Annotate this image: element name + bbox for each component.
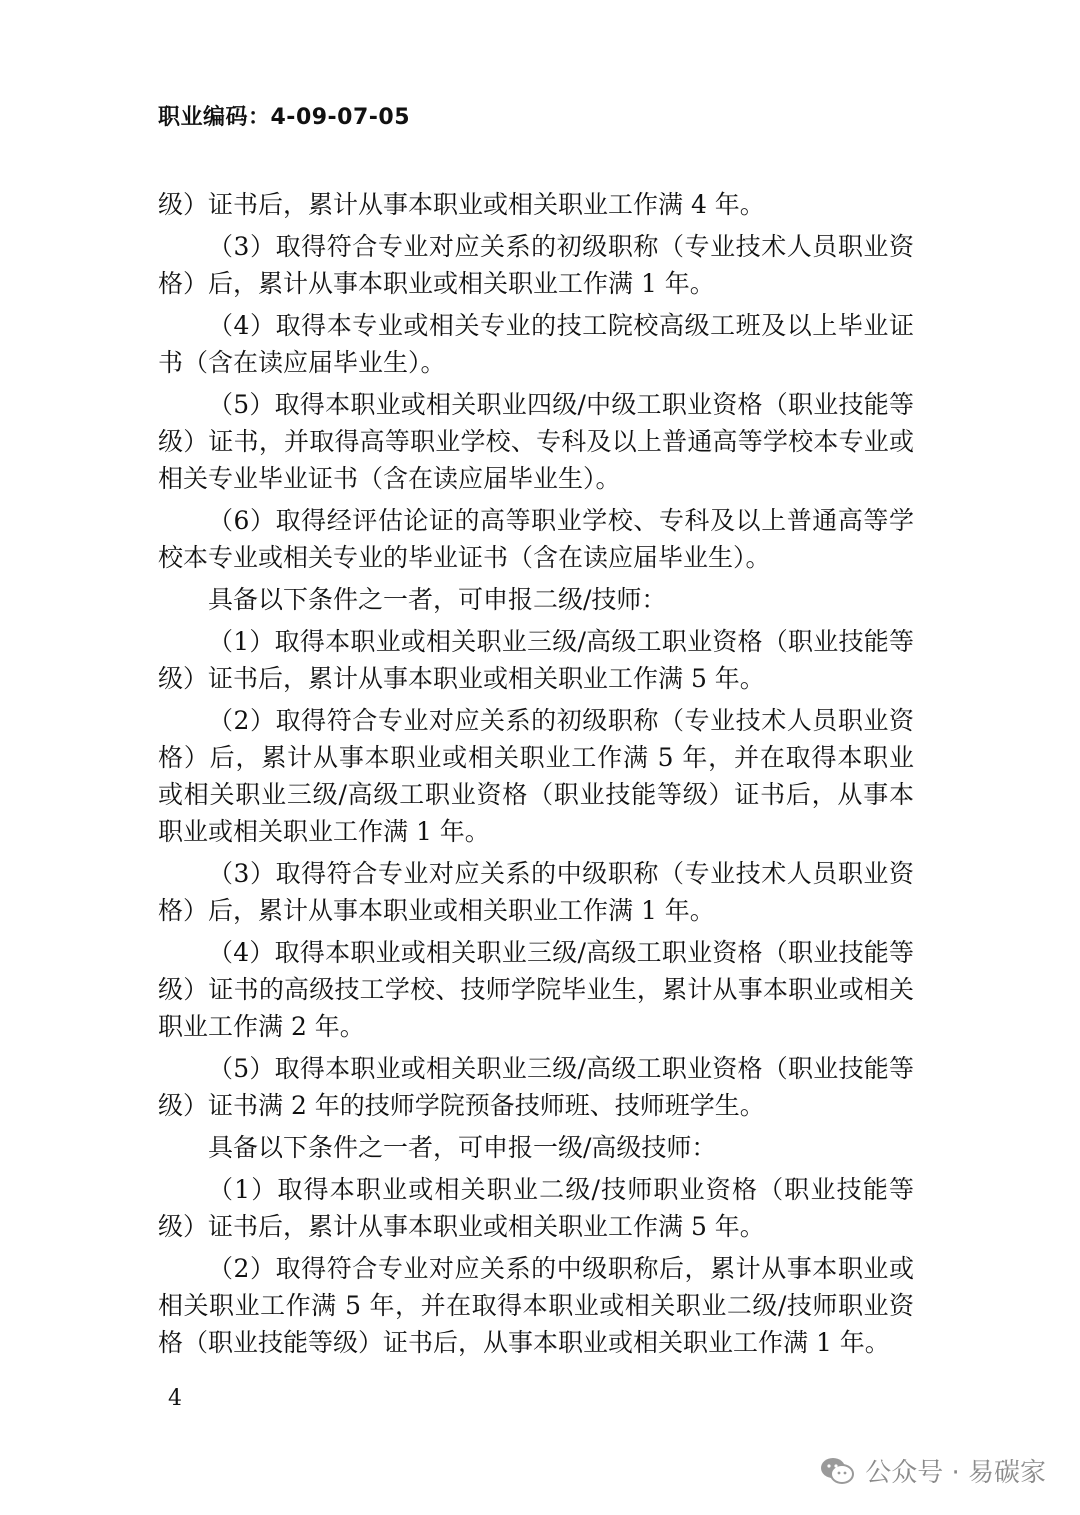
paragraph: （2）取得符合专业对应关系的中级职称后，累计从事本职业或相关职业工作满 5 年，并在取得本职业或相关职业二级/技师职业资格（职业技能等级）证书后，从事本职业或相关职业工作满 1 年。 [158,1254,914,1357]
paragraph: （1）取得本职业或相关职业二级/技师职业资格（职业技能等级）证书后，累计从事本职业或相关职业工作满 5 年。 [158,1175,914,1241]
paragraph: 具备以下条件之一者，可申报一级/高级技师： [208,1133,717,1162]
paragraph: （2）取得符合专业对应关系的初级职称（专业技术人员职业资格）后，累计从事本职业或相关职业工作满 5 年，并在取得本职业或相关职业三级/高级工职业资格（职业技能等级）证书后，从事本职业或相关职业工作满 1 年。 [158,706,914,846]
paragraph: 具备以下条件之一者，可申报二级/技师： [208,585,667,614]
paragraph: （5）取得本职业或相关职业三级/高级工职业资格（职业技能等级）证书满 2 年的技师学院预备技师班、技师班学生。 [158,1054,914,1120]
occupation-code-header: 职业编码：4-09-07-05 [158,105,411,130]
paragraph: （1）取得本职业或相关职业三级/高级工职业资格（职业技能等级）证书后，累计从事本职业或相关职业工作满 5 年。 [158,627,914,693]
page-number: 4 [168,1386,182,1411]
wechat-icon [819,1455,855,1487]
paragraph: （3）取得符合专业对应关系的初级职称（专业技术人员职业资格）后，累计从事本职业或相关职业工作满 1 年。 [158,232,914,298]
paragraph: （6）取得经评估论证的高等职业学校、专科及以上普通高等学校本专业或相关专业的毕业证书（含在读应届毕业生）。 [158,506,914,572]
document-body [158,186,914,1366]
paragraph: （4）取得本职业或相关职业三级/高级工职业资格（职业技能等级）证书的高级技工学校、技师学院毕业生，累计从事本职业或相关职业工作满 2 年。 [158,938,914,1041]
paragraph: 级）证书后，累计从事本职业或相关职业工作满 4 年。 [158,190,765,219]
paragraph: （3）取得符合专业对应关系的中级职称（专业技术人员职业资格）后，累计从事本职业或相关职业工作满 1 年。 [158,859,914,925]
paragraph: （5）取得本职业或相关职业四级/中级工职业资格（职业技能等级）证书，并取得高等职业学校、专科及以上普通高等学校本专业或相关专业毕业证书（含在读应届毕业生）。 [158,390,914,493]
watermark [819,1452,1046,1489]
paragraph: （4）取得本专业或相关专业的技工院校高级工班及以上毕业证书（含在读应届毕业生）。 [158,311,914,377]
watermark-text: 公众号 · 易碳家 [865,1458,1046,1488]
